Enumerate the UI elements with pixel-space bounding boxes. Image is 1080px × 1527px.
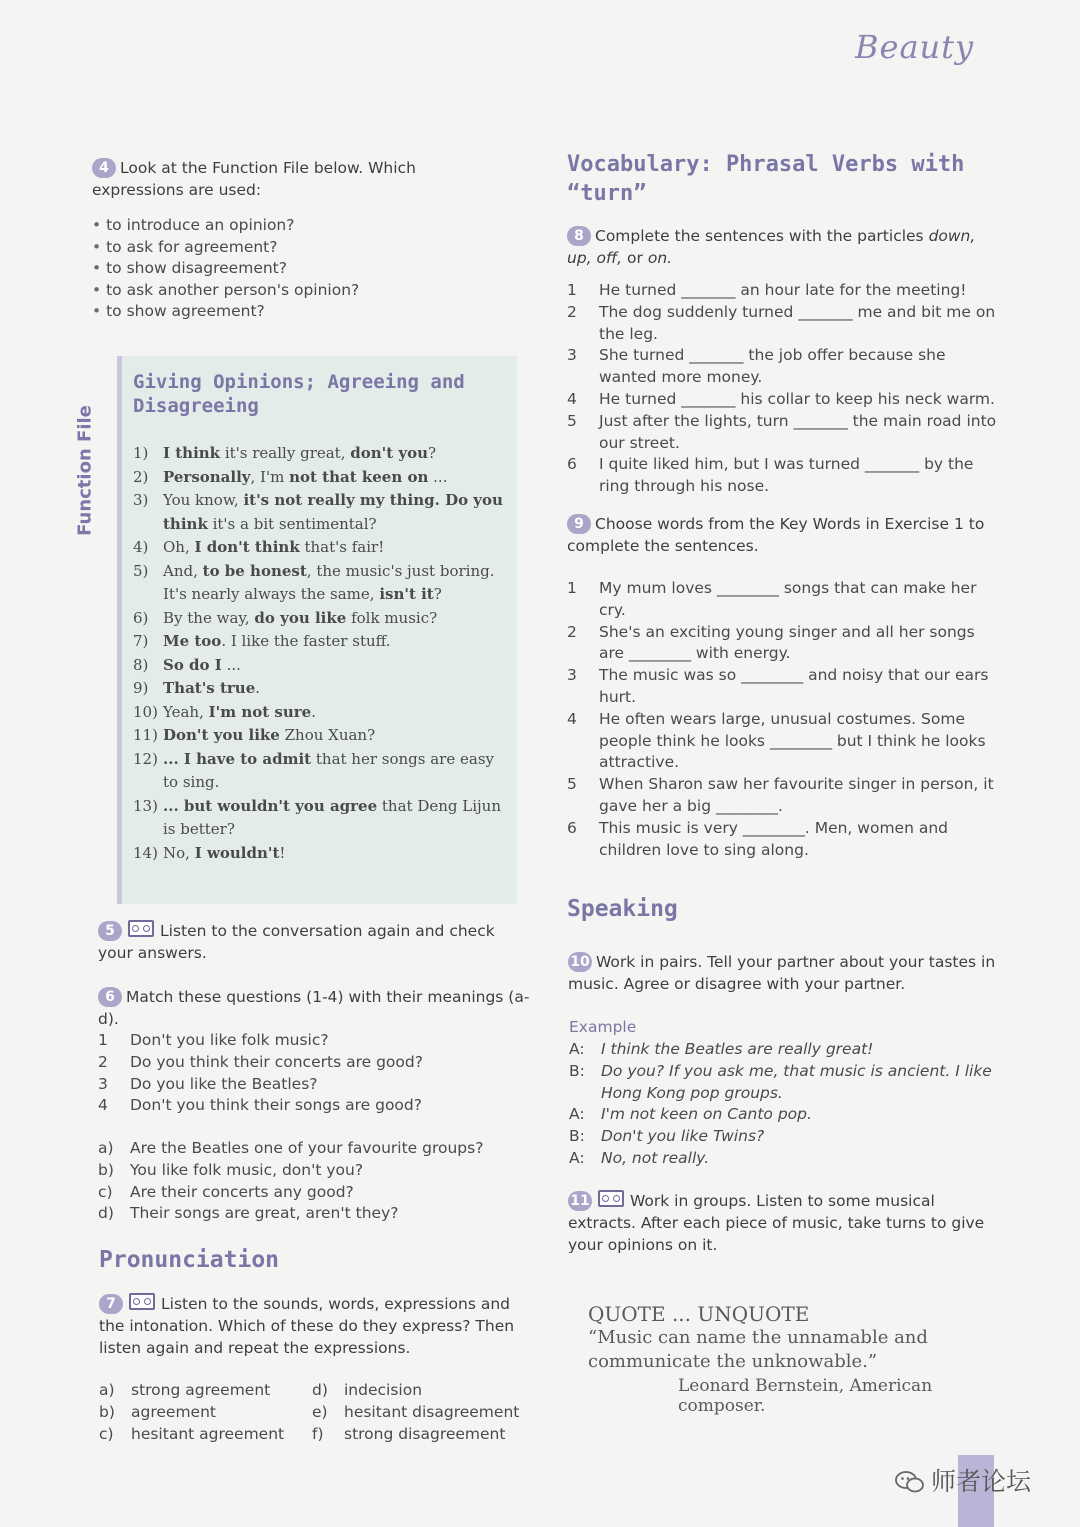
- item-number: 4: [98, 1096, 108, 1115]
- item-text: He turned _______ his collar to keep his neck warm.: [599, 389, 995, 408]
- dialogue-text: I think the Beatles are really great!: [601, 1040, 874, 1058]
- quote-attribution: Leonard Bernstein, American composer.: [678, 1376, 933, 1416]
- item-text: Don't you think their songs are good?: [130, 1096, 422, 1115]
- item-number: d): [98, 1204, 114, 1223]
- sentence-item: [567, 280, 997, 302]
- running-head: Beauty: [855, 28, 975, 66]
- item-text: Me too. I like the faster stuff.: [163, 632, 391, 650]
- function-file-item: [133, 724, 503, 748]
- exercise-6-meanings: [98, 1138, 528, 1225]
- sentence-item: [567, 454, 997, 498]
- item-text: You like folk music, don't you?: [130, 1160, 364, 1179]
- dialogue-line: [569, 1126, 999, 1148]
- example-dialogue: [569, 1039, 999, 1170]
- sentence-item: [567, 302, 997, 346]
- item-text: She turned _______ the job offer because she wanted more money.: [599, 346, 946, 387]
- item-text: No, I wouldn't!: [163, 843, 286, 862]
- sentence-item: [567, 665, 1002, 709]
- item-text: I think it's really great, don't you?: [163, 444, 437, 462]
- item-text: You know, it's not really my thing. Do you think it's a bit sentimental?: [163, 491, 503, 533]
- item-number: 2: [98, 1052, 108, 1071]
- item-text: Just after the lights, turn _______ the main road into our street.: [599, 411, 997, 452]
- item-text: Are the Beatles one of your favourite groups?: [130, 1139, 484, 1157]
- exercise-number: 9: [567, 514, 591, 534]
- exercise-number: 7: [99, 1294, 123, 1314]
- item-number: 3: [567, 666, 577, 685]
- item-text: Personally, I'm not that keen on ...: [163, 467, 448, 486]
- item-text: That's true.: [163, 679, 261, 697]
- item-number: b): [98, 1160, 114, 1179]
- item-text: This music is very ________. Men, women and children love to sing along.: [599, 818, 948, 859]
- bullet-item: • to ask another person's opinion?: [92, 280, 512, 302]
- speaker-label: B:: [569, 1127, 585, 1146]
- pronunciation-option: [99, 1402, 309, 1424]
- item-number: 8): [133, 655, 149, 674]
- exercise-number: 4: [92, 158, 116, 178]
- item-text: hesitant agreement: [131, 1424, 285, 1443]
- speaker-label: A:: [569, 1040, 585, 1058]
- meaning-item: [98, 1160, 528, 1182]
- item-text: Oh, I don't think that's fair!: [163, 538, 385, 556]
- item-text: hesitant disagreement: [344, 1402, 520, 1421]
- item-number: 1): [133, 444, 149, 462]
- item-number: 1: [567, 579, 577, 597]
- exercise-number: 10: [568, 952, 592, 972]
- speaker-label: B:: [569, 1061, 585, 1080]
- function-file-item: [133, 795, 503, 842]
- function-file-item: [133, 842, 503, 866]
- item-number: 4: [567, 709, 577, 728]
- bullet-item: • to ask for agreement?: [92, 237, 512, 259]
- item-number: 14): [133, 843, 158, 862]
- item-number: b): [99, 1402, 115, 1421]
- function-file-item: [133, 607, 503, 631]
- function-file-item: [133, 654, 503, 678]
- exercise-4-instruction: 4 Look at the Function File below. Which expressions are used:: [92, 159, 416, 199]
- speaking-heading: Speaking: [567, 896, 678, 922]
- item-text: Are their concerts any good?: [130, 1182, 354, 1201]
- cassette-icon: [598, 1190, 624, 1207]
- item-number: 6: [567, 455, 577, 474]
- pronunciation-option: [312, 1424, 542, 1446]
- item-text: Yeah, I'm not sure.: [163, 702, 316, 721]
- item-text: My mum loves ________ songs that can make her cry.: [599, 579, 977, 619]
- exercise-10-instruction: 10 Work in pairs. Tell your partner about your tastes in music. Agree or disagree with your partner.: [568, 953, 996, 993]
- item-text: agreement: [131, 1402, 216, 1421]
- exercise-number: 5: [98, 921, 122, 941]
- item-number: 2): [133, 467, 149, 486]
- item-number: 12): [133, 749, 158, 768]
- function-file-item: [133, 442, 503, 466]
- item-number: 1: [567, 281, 577, 299]
- sentence-item: [567, 774, 1002, 818]
- pronunciation-options-left: [99, 1380, 309, 1445]
- function-file-title: Giving Opinions; Agreeing and Disagreeing: [133, 371, 465, 417]
- item-number: 3: [567, 346, 577, 365]
- function-file-item: [133, 489, 503, 536]
- item-number: 9): [133, 679, 149, 697]
- exercise-5-instruction: 5 Listen to the conversation again and check your answers.: [98, 922, 495, 962]
- item-text: By the way, do you like folk music?: [163, 608, 438, 627]
- item-text: He turned _______ an hour late for the meeting!: [599, 281, 967, 299]
- pronunciation-heading: Pronunciation: [99, 1247, 280, 1273]
- function-file-item: [133, 466, 503, 490]
- item-number: c): [98, 1182, 113, 1201]
- pronunciation-options-right: [312, 1380, 542, 1445]
- sentence-item: [567, 622, 1002, 666]
- exercise-number: 8: [567, 226, 591, 246]
- item-number: d): [312, 1381, 328, 1399]
- sentence-item: [567, 818, 1002, 862]
- sentence-item: [567, 345, 997, 389]
- item-number: 7): [133, 632, 149, 650]
- speaker-label: A:: [569, 1105, 585, 1124]
- dialogue-line: [569, 1104, 999, 1126]
- item-number: 2: [567, 622, 577, 641]
- item-text: Don't you like folk music?: [130, 1031, 329, 1049]
- item-text: ... but wouldn't you agree that Deng Lijun is better?: [163, 796, 502, 838]
- item-text: When Sharon saw her favourite singer in person, it gave her a big ________.: [599, 775, 994, 815]
- cassette-icon: [128, 920, 154, 937]
- item-number: a): [98, 1139, 114, 1157]
- item-number: 2: [567, 302, 577, 321]
- item-number: 5): [133, 561, 149, 580]
- meaning-item: [98, 1138, 528, 1160]
- item-text: He often wears large, unusual costumes. Some people think he looks ________ but I think he looks attractive.: [599, 709, 986, 772]
- function-file-item: [133, 560, 503, 607]
- vocabulary-heading: Vocabulary: Phrasal Verbs with “turn”: [567, 152, 965, 206]
- item-text: ... I have to admit that her songs are easy to sing.: [163, 749, 494, 791]
- item-text: I quite liked him, but I was turned _______ by the ring through his nose.: [599, 455, 974, 496]
- cassette-icon: [129, 1293, 155, 1310]
- item-text: The music was so ________ and noisy that our ears hurt.: [599, 666, 989, 706]
- dialogue-line: [569, 1148, 999, 1170]
- bullet-item: • to show disagreement?: [92, 258, 512, 280]
- pronunciation-option: [99, 1380, 309, 1402]
- exercise-9-sentences: [567, 578, 1002, 861]
- function-file-item: [133, 748, 503, 795]
- exercise-11-instruction: 11 Work in groups. Listen to some musical extracts. After each piece of music, take turns to give your opinions on it.: [568, 1192, 985, 1254]
- item-text: Do you like the Beatles?: [130, 1074, 318, 1093]
- dialogue-line: [569, 1039, 999, 1061]
- item-number: 4): [133, 538, 149, 556]
- function-file-item: [133, 536, 503, 560]
- question-item: [98, 1074, 528, 1096]
- example-label: Example: [569, 1018, 637, 1036]
- item-number: 5: [567, 775, 577, 794]
- dialogue-text: Do you? If you ask me, that music is ancient. I like Hong Kong pop groups.: [601, 1061, 992, 1102]
- dialogue-text: Don't you like Twins?: [601, 1127, 765, 1146]
- item-text: strong agreement: [131, 1381, 271, 1399]
- item-text: She's an exciting young singer and all her songs are ________ with energy.: [599, 622, 975, 663]
- exercise-8-sentences: [567, 280, 997, 498]
- item-number: 13): [133, 796, 158, 815]
- item-text: indecision: [344, 1381, 423, 1399]
- item-number: 4: [567, 389, 577, 408]
- exercise-9-instruction: 9 Choose words from the Key Words in Exercise 1 to complete the sentences.: [567, 515, 985, 555]
- dialogue-text: No, not really.: [601, 1148, 710, 1167]
- bullet-item: • to introduce an opinion?: [92, 215, 512, 237]
- meaning-item: [98, 1203, 528, 1225]
- function-file-item: [133, 701, 503, 725]
- item-number: 3: [98, 1074, 108, 1093]
- item-number: 3): [133, 491, 149, 509]
- item-text: The dog suddenly turned _______ me and bit me on the leg.: [599, 302, 996, 343]
- dialogue-text: I'm not keen on Canto pop.: [601, 1105, 812, 1124]
- question-item: [98, 1052, 528, 1074]
- item-number: 11): [133, 726, 158, 744]
- item-number: 10): [133, 702, 158, 721]
- pronunciation-option: [312, 1380, 542, 1402]
- item-number: a): [99, 1381, 115, 1399]
- item-number: 5: [567, 411, 577, 430]
- quote-text: “Music can name the unnamable and communicate the unknowable.”: [588, 1327, 928, 1372]
- function-file-label: Function File: [74, 405, 96, 536]
- quote-box: [588, 1302, 1008, 1416]
- item-number: 6: [567, 818, 577, 837]
- item-number: c): [99, 1424, 114, 1443]
- pronunciation-option: [99, 1424, 309, 1446]
- sentence-item: [567, 709, 1002, 774]
- sentence-item: [567, 578, 1002, 622]
- exercise-number: 6: [98, 987, 122, 1007]
- question-item: [98, 1095, 528, 1117]
- speaker-label: A:: [569, 1148, 585, 1167]
- dialogue-line: [569, 1061, 999, 1105]
- item-text: strong disagreement: [344, 1424, 506, 1443]
- item-text: So do I ...: [163, 655, 241, 674]
- item-text: Don't you like Zhou Xuan?: [163, 726, 376, 744]
- quote-heading: QUOTE ... UNQUOTE: [588, 1302, 810, 1326]
- exercise-number: 11: [568, 1191, 592, 1211]
- exercise-6-instruction: 6 Match these questions (1-4) with their meanings (a-d).: [98, 988, 530, 1028]
- item-number: 1: [98, 1031, 108, 1049]
- sentence-item: [567, 411, 997, 455]
- function-file-item: [133, 630, 503, 654]
- function-file-item: [133, 677, 503, 701]
- exercise-8-instruction: 8 Complete the sentences with the particles down, up, off, or on.: [567, 227, 976, 267]
- item-text: And, to be honest, the music's just boring. It's nearly always the same, isn't it?: [163, 561, 495, 603]
- exercise-7-instruction: 7 Listen to the sounds, words, expressions and the intonation. Which of these do they express? Then listen again and repeat the expressions.: [99, 1295, 515, 1357]
- bullet-item: • to show agreement?: [92, 301, 512, 323]
- item-number: e): [312, 1402, 328, 1421]
- item-text: Do you think their concerts are good?: [130, 1052, 423, 1071]
- item-number: 6): [133, 608, 149, 627]
- function-file-list: [133, 442, 503, 865]
- sentence-item: [567, 389, 997, 411]
- exercise-4-bullets: [92, 215, 512, 323]
- item-text: Their songs are great, aren't they?: [130, 1204, 399, 1223]
- watermark: 师者论坛: [895, 1462, 1031, 1498]
- meaning-item: [98, 1182, 528, 1204]
- exercise-6-questions: [98, 1030, 528, 1117]
- question-item: [98, 1030, 528, 1052]
- item-number: f): [312, 1424, 324, 1443]
- wechat-icon: [895, 1470, 925, 1494]
- pronunciation-option: [312, 1402, 542, 1424]
